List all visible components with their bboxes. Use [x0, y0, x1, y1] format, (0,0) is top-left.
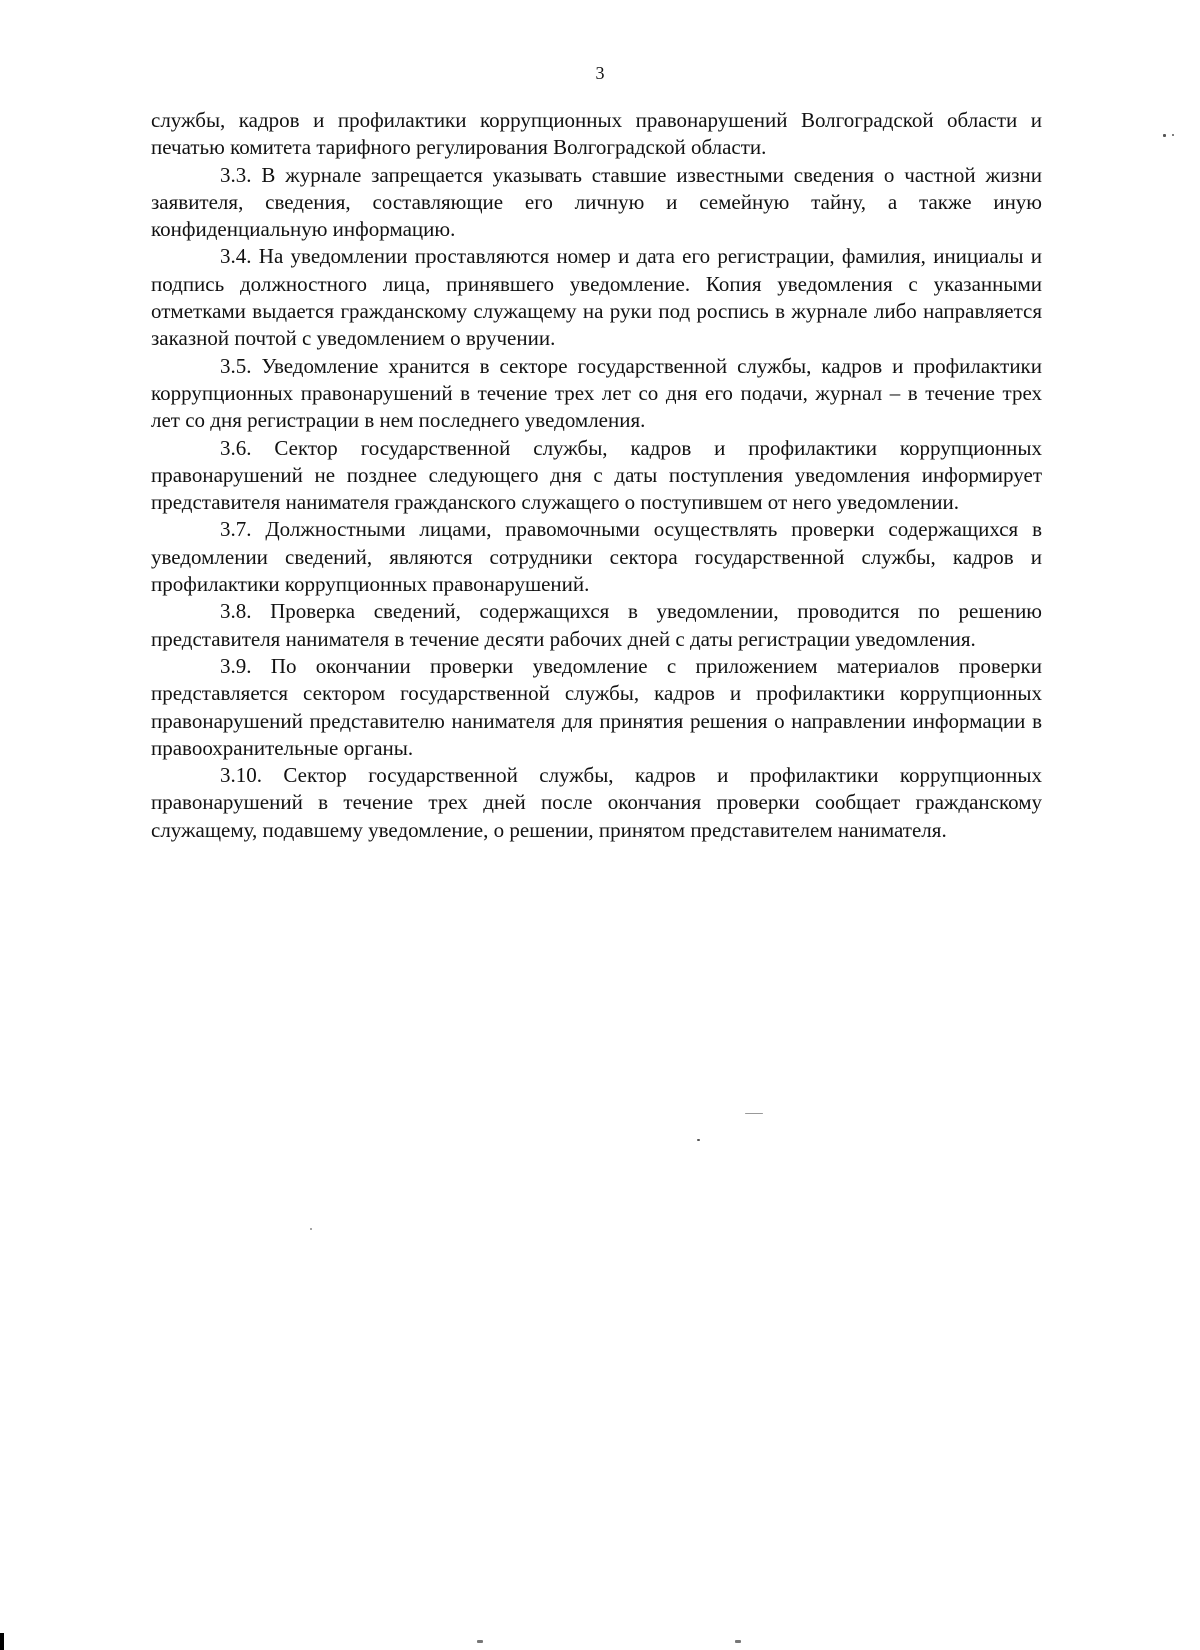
paragraph-continuation: службы, кадров и профилактики коррупционных правонарушений Волгоградской области и печатью комитета тарифного регулирования Волгоградской области.: [151, 108, 1042, 160]
paragraph-3-8: 3.8. Проверка сведений, содержащихся в уведомлении, проводится по решению представителя нанимателя в течение десяти рабочих дней с даты регистрации уведомления.: [151, 599, 1042, 651]
paragraph-3-9: 3.9. По окончании проверки уведомление с приложением материалов проверки представляется сектором государственной службы, кадров и профилактики коррупционных правонарушений представителю нанимателя для принятия решения о направлении информации в правоохранительные органы.: [151, 653, 1042, 760]
paragraph-3-10: 3.10. Сектор государственной службы, кадров и профилактики коррупционных правонарушений в течение трех дней после окончания проверки сообщает гражданскому служащему, подавшему уведомление, о решении, принятом представителем нанимателя.: [151, 763, 1042, 842]
scan-speck: [477, 1640, 483, 1643]
scan-speck: [735, 1640, 741, 1643]
scan-speck: [310, 1228, 312, 1230]
paragraph-3-7: 3.7. Должностными лицами, правомочными осуществлять проверки содержащихся в уведомлении сведений, являются сотрудники сектора государственной службы, кадров и профилактики коррупционных правонарушений.: [151, 517, 1042, 597]
paragraph-3-4: 3.4. На уведомлении проставляются номер и дата его регистрации, фамилия, инициалы и подпись должностного лица, принявшего уведомление. Копия уведомления с указанными отметками выдается гражданскому служащему на руки под роспись в журнале либо направляется заказной почтой с уведомлением о вручении.: [151, 244, 1042, 351]
paragraph-3-3: 3.3. В журнале запрещается указывать ставшие известными сведения о частной жизни заявителя, сведения, составляющие его личную и семейную тайну, а также иную конфиденциальную информацию.: [151, 162, 1042, 242]
scan-speck: [1172, 134, 1174, 136]
paragraph-3-6: 3.6. Сектор государственной службы, кадров и профилактики коррупционных правонарушений не позднее следующего дня с даты поступления уведомления информирует представителя нанимателя гражданского служащего о поступившем от него уведомлении.: [151, 435, 1042, 515]
scan-speck: [1163, 134, 1166, 137]
scan-edge-mark: [0, 1633, 4, 1650]
document-body: [151, 107, 1042, 844]
scan-speck: [745, 1113, 763, 1114]
page-number: 3: [595, 63, 605, 83]
scan-speck: [697, 1139, 700, 1141]
paragraph-3-5: 3.5. Уведомление хранится в секторе государственной службы, кадров и профилактики коррупционных правонарушений в течение трех лет со дня его подачи, журнал – в течение трех лет со дня регистрации в нем последнего уведомления.: [151, 353, 1042, 433]
